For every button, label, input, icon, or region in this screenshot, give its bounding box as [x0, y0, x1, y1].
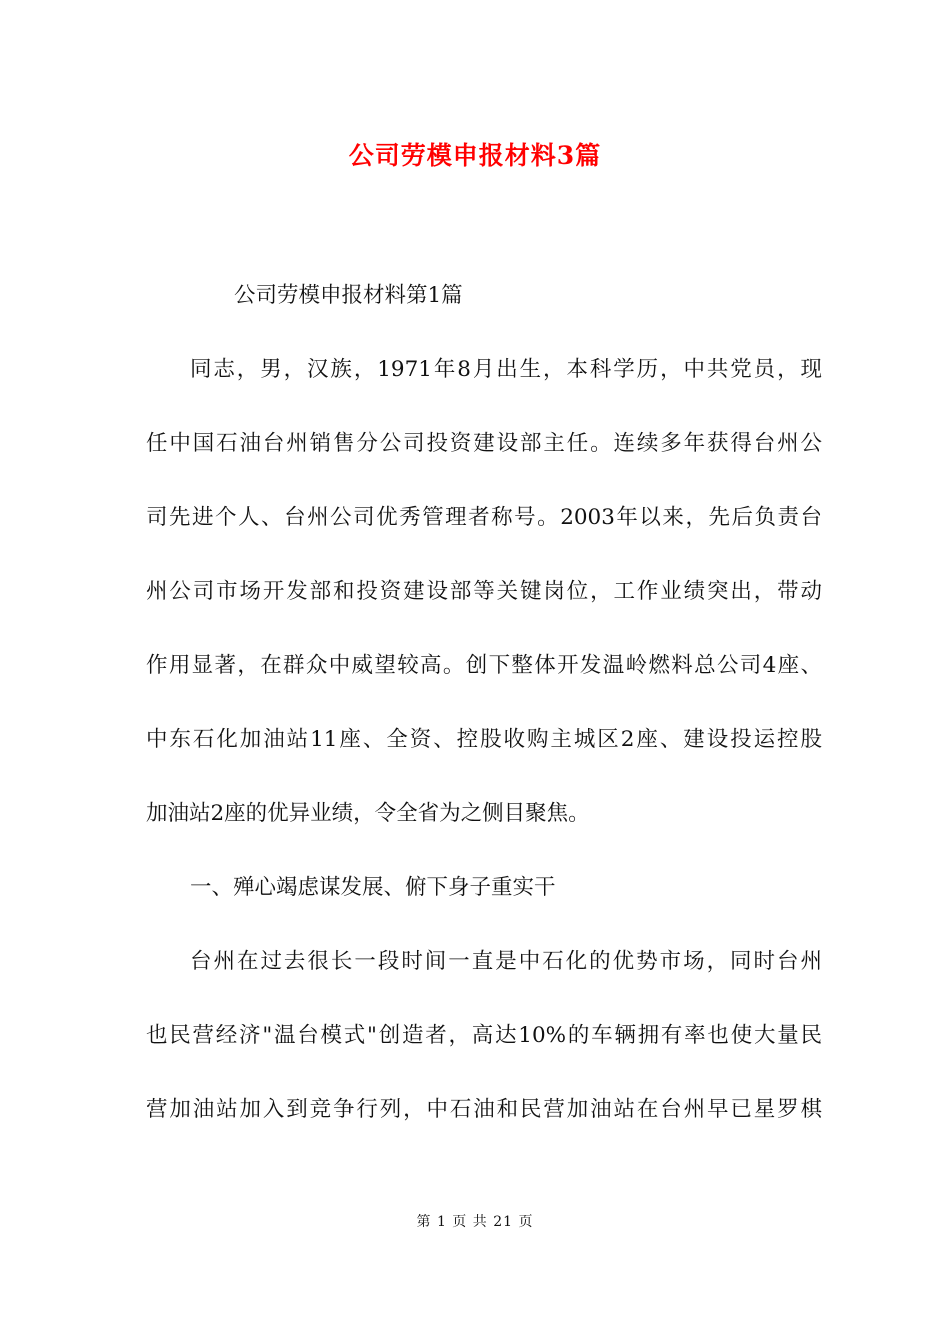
subheading: 一、殚心竭虑谋发展、俯下身子重实干 — [190, 875, 556, 900]
paragraph-line: 司先进个人、台州公司优秀管理者称号。2003年以来，先后负责台 — [146, 505, 822, 530]
section-heading: 公司劳模申报材料第1篇 — [234, 283, 463, 308]
page-number-footer: 第 1 页 共 21 页 — [416, 1214, 534, 1230]
paragraph-line: 营加油站加入到竞争行列，中石油和民营加油站在台州早已星罗棋 — [146, 1097, 822, 1122]
paragraph-line: 中东石化加油站11座、全资、控股收购主城区2座、建设投运控股 — [146, 727, 822, 752]
paragraph-line: 台州在过去很长一段时间一直是中石化的优势市场，同时台州 — [190, 949, 822, 974]
paragraph-line: 加油站2座的优异业绩，令全省为之侧目聚焦。 — [146, 801, 590, 826]
paragraph-line: 州公司市场开发部和投资建设部等关键岗位，工作业绩突出，带动 — [146, 579, 822, 604]
document-title: 公司劳模申报材料3篇 — [348, 141, 602, 170]
paragraph-line: 也民营经济"温台模式"创造者，高达10%的车辆拥有率也使大量民 — [146, 1023, 822, 1048]
paragraph-line: 同志，男，汉族，1971年8月出生，本科学历，中共党员，现 — [190, 357, 822, 382]
paragraph-line: 作用显著，在群众中威望较高。创下整体开发温岭燃料总公司4座、 — [146, 653, 822, 678]
paragraph-line: 任中国石油台州销售分公司投资建设部主任。连续多年获得台州公 — [146, 431, 822, 456]
document-body — [146, 277, 822, 1165]
